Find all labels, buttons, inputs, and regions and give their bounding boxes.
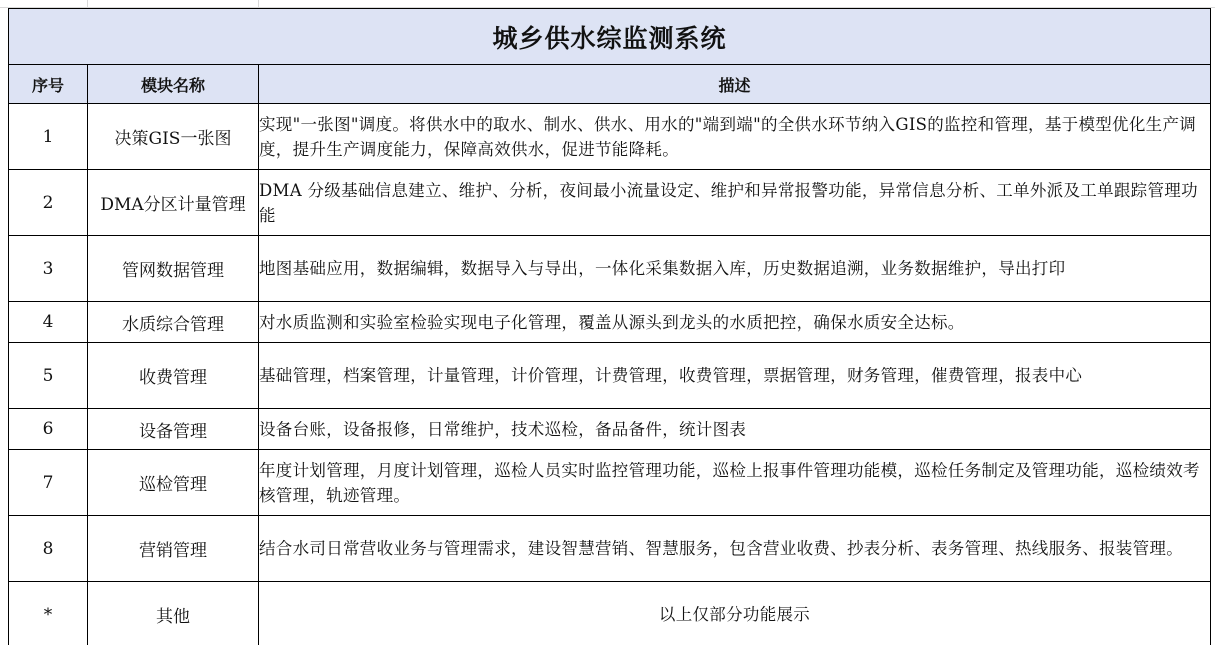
header-module[interactable]: 模块名称 — [88, 65, 259, 104]
row-module[interactable]: 决策GIS一张图 — [88, 104, 259, 170]
table-row — [9, 409, 1211, 450]
row-desc[interactable]: 地图基础应用，数据编辑，数据导入与导出，一体化采集数据入库，历史数据追溯，业务数据维护，导出打印 — [259, 236, 1211, 302]
row-desc[interactable]: 以上仅部分功能展示 — [259, 582, 1211, 645]
row-desc[interactable]: 对水质监测和实验室检验实现电子化管理，覆盖从源头到龙头的水质把控，确保水质安全达标。 — [259, 302, 1211, 343]
table-row — [9, 516, 1211, 582]
table-row — [9, 450, 1211, 516]
table-title[interactable]: 城乡供水综监测系统 — [9, 9, 1211, 65]
row-desc[interactable]: DMA 分级基础信息建立、维护、分析，夜间最小流量设定、维护和异常报警功能，异常信息分析、工单外派及工单跟踪管理功能 — [259, 170, 1211, 236]
row-module[interactable]: 设备管理 — [88, 409, 259, 450]
row-num[interactable]: 8 — [9, 516, 88, 582]
row-module[interactable]: 巡检管理 — [88, 450, 259, 516]
row-module[interactable]: 营销管理 — [88, 516, 259, 582]
row-module[interactable]: 水质综合管理 — [88, 302, 259, 343]
header-desc[interactable]: 描述 — [259, 65, 1211, 104]
row-module[interactable]: 管网数据管理 — [88, 236, 259, 302]
header-num[interactable]: 序号 — [9, 65, 88, 104]
row-desc[interactable]: 设备台账，设备报修，日常维护，技术巡检，备品备件，统计图表 — [259, 409, 1211, 450]
row-module[interactable]: 收费管理 — [88, 343, 259, 409]
table-row — [9, 236, 1211, 302]
row-num[interactable]: 4 — [9, 302, 88, 343]
row-num[interactable]: * — [9, 582, 88, 645]
feature-table — [8, 8, 1211, 645]
row-desc[interactable]: 结合水司日常营收业务与管理需求，建设智慧营销、智慧服务，包含营业收费、抄表分析、表务管理、热线服务、报装管理。 — [259, 516, 1211, 582]
row-num[interactable]: 2 — [9, 170, 88, 236]
row-desc[interactable]: 基础管理，档案管理，计量管理，计价管理，计费管理，收费管理，票据管理，财务管理，催费管理，报表中心 — [259, 343, 1211, 409]
table-row — [9, 104, 1211, 170]
row-num[interactable]: 5 — [9, 343, 88, 409]
row-num[interactable]: 3 — [9, 236, 88, 302]
row-desc[interactable]: 实现"一张图"调度。将供水中的取水、制水、供水、用水的"端到端"的全供水环节纳入GIS的监控和管理，基于模型优化生产调度，提升生产调度能力，保障高效供水，促进节能降耗。 — [259, 104, 1211, 170]
table-row — [9, 343, 1211, 409]
table-row — [9, 582, 1211, 645]
row-num[interactable]: 1 — [9, 104, 88, 170]
table-row — [9, 170, 1211, 236]
row-desc[interactable]: 年度计划管理，月度计划管理，巡检人员实时监控管理功能，巡检上报事件管理功能模，巡检任务制定及管理功能，巡检绩效考核管理，轨迹管理。 — [259, 450, 1211, 516]
table-row — [9, 302, 1211, 343]
top-gridline-row — [0, 0, 1215, 8]
row-module[interactable]: DMA分区计量管理 — [88, 170, 259, 236]
row-module[interactable]: 其他 — [88, 582, 259, 645]
row-num[interactable]: 7 — [9, 450, 88, 516]
row-num[interactable]: 6 — [9, 409, 88, 450]
